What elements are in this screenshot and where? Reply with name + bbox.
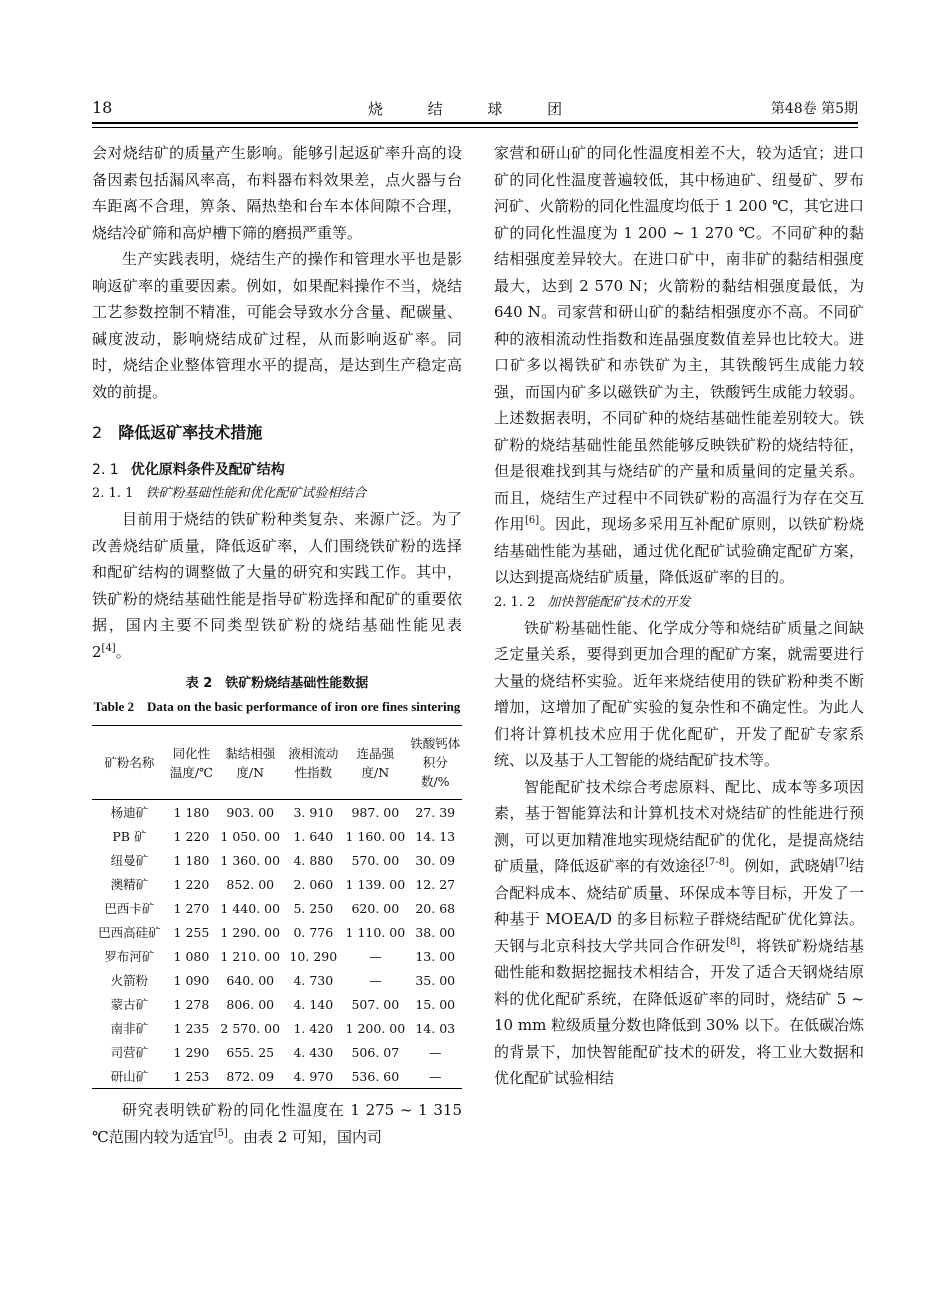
table-cell: 1 180 bbox=[173, 804, 210, 820]
table-cell: 38. 00 bbox=[415, 924, 456, 940]
section-number: 2 bbox=[92, 423, 103, 442]
table-row bbox=[92, 920, 462, 944]
table-cell: 1 270 bbox=[173, 900, 210, 916]
table-cell: 罗布河矿 bbox=[104, 949, 155, 964]
table-cell: 872. 09 bbox=[226, 1068, 275, 1084]
table-cell: 852. 00 bbox=[226, 876, 275, 892]
table-cell: 987. 00 bbox=[351, 804, 400, 820]
table-cell: 纽曼矿 bbox=[110, 853, 149, 868]
table-cell: 杨迪矿 bbox=[110, 805, 149, 820]
table-cell: 1 220 bbox=[173, 828, 210, 844]
table-cell: 4. 880 bbox=[293, 852, 334, 868]
subsubsection-heading bbox=[494, 591, 864, 615]
table-cell: 4. 140 bbox=[293, 996, 334, 1012]
table-cell: 1 110. 00 bbox=[345, 924, 406, 940]
paragraph: 会对烧结矿的质量产生影响。能够引起返矿率升高的设备因素包括漏风率高，布料器布料效果差，点火器与台车距离不合理，箅条、隔热垫和台车本体间隙不合理，烧结冷矿筛和高炉槽下筛的磨损严重等。 bbox=[92, 144, 462, 242]
table-cell: 1 180 bbox=[173, 852, 210, 868]
subsection-heading bbox=[92, 458, 462, 482]
table-cell: 0. 776 bbox=[293, 924, 334, 940]
running-header bbox=[92, 98, 858, 122]
table-cell: 1 090 bbox=[173, 972, 210, 988]
table-cell: — bbox=[369, 972, 382, 988]
table-cell: 澳精矿 bbox=[110, 877, 149, 892]
paragraph-text: 。 bbox=[115, 642, 131, 661]
table-row bbox=[92, 896, 462, 920]
section-title: 降低返矿率技术措施 bbox=[118, 423, 263, 442]
table-cell: 1 360. 00 bbox=[220, 852, 281, 868]
table-cell: 1 160. 00 bbox=[345, 828, 406, 844]
table-cell: 南非矿 bbox=[110, 1021, 149, 1036]
paragraph bbox=[92, 1097, 462, 1150]
table-cell: 806. 00 bbox=[226, 996, 275, 1012]
subsection-title: 优化原料条件及配矿结构 bbox=[130, 462, 285, 478]
table-cell: 蒙古矿 bbox=[110, 997, 149, 1012]
table-cell: 30. 09 bbox=[415, 852, 456, 868]
paragraph-text: 。因此，现场多采用互补配矿原则，以铁矿粉烧结基础性能为基础，通过优化配矿试验确定配矿方案，以达到提高烧结矿质量，降低返矿率的目的。 bbox=[494, 515, 864, 586]
table-cell: 570. 00 bbox=[351, 852, 400, 868]
table-header-row bbox=[92, 726, 462, 800]
table-cell: 2. 060 bbox=[293, 876, 334, 892]
table-row bbox=[92, 944, 462, 968]
paragraph-text: 。由表 2 可知，国内司 bbox=[227, 1127, 383, 1146]
table-cell: 1 139. 00 bbox=[345, 876, 406, 892]
paragraph bbox=[494, 774, 864, 1092]
citation[interactable]: [5] bbox=[213, 1127, 228, 1139]
table-cell: 1 290 bbox=[173, 1044, 210, 1060]
paragraph-text: 结合配料成本、烧结矿质量、环保成本等目标，开发了一种基于 MOEA/D 的多目标粒子群烧结配矿优化算法。天钢与北京科技大学共同合作研发 bbox=[494, 857, 864, 955]
table-cell: 506. 07 bbox=[351, 1044, 400, 1060]
table-row bbox=[92, 848, 462, 872]
table-cell: 20. 68 bbox=[415, 900, 456, 916]
header-rule-thick bbox=[92, 122, 858, 124]
table-cell: 1 220 bbox=[173, 876, 210, 892]
table-row bbox=[92, 1064, 462, 1089]
table-cell: 3. 910 bbox=[293, 804, 334, 820]
table-cell: 903. 00 bbox=[226, 804, 275, 820]
table-cell: 27. 39 bbox=[415, 804, 456, 820]
table-caption-en: Table 2 Data on the basic performance of iron ore fines sintering bbox=[93, 699, 461, 714]
paragraph-text: 家营和研山矿的同化性温度相差不大，较为适宜；进口矿的同化性温度普遍较低，其中杨迪矿、纽曼矿、罗布河矿、火箭粉的同化性温度均低于 1 200 ℃，其它进口矿的同化性温度为 1 200 ~ 1 270 ℃。不同矿种的黏结相强度差异较大。在进口矿中，南非矿的黏结相强度最大，达到 2 570 N；火箭粉的黏结相强度最低，为 640 N。司家营和研山矿的黏结相强度亦不高。不同矿种的液相流动性指数和连晶强度数值差异也比较大。进口矿多以褐铁矿和赤铁矿为主，其铁酸钙生成能力较强，而国内矿多以磁铁矿为主，铁酸钙生成能力较弱。上述数据表明，不同矿种的烧结基础性能差别较大。铁矿粉的烧结基础性能虽然能够反映铁矿粉的烧结特征，但是很难找到其与烧结矿的产量和质量间的定量关系。而且，烧结生产过程中不同铁矿粉的高温行为存在交互作用 bbox=[494, 144, 864, 533]
table-cell: 1. 640 bbox=[293, 828, 334, 844]
table-cell: 536. 60 bbox=[351, 1068, 400, 1084]
paragraph-text: 智能配矿技术综合考虑原料、配比、成本等多项因素，基于智能算法和计算机技术对烧结矿的性能进行预测，可以更加精准地实现烧结配矿的优化，是提高烧结矿质量，降低返矿率的有效途径 bbox=[494, 777, 864, 875]
table-cell: 14. 03 bbox=[415, 1020, 456, 1036]
table-cell: 1 255 bbox=[173, 924, 210, 940]
table-cell: 巴西高硅矿 bbox=[98, 925, 161, 940]
citation[interactable]: [4] bbox=[101, 642, 116, 654]
table-cell: 10. 290 bbox=[289, 948, 338, 964]
paragraph-text: 。例如，武晓婧 bbox=[729, 857, 835, 875]
table-header-cell: 铁酸钙体积分数/% bbox=[410, 736, 461, 789]
table-row bbox=[92, 1016, 462, 1040]
table-cell: 1 210. 00 bbox=[220, 948, 281, 964]
header-rule-thin bbox=[92, 127, 858, 128]
table-header-cell: 同化性温度/℃ bbox=[169, 745, 214, 780]
table-cell: 火箭粉 bbox=[110, 973, 149, 988]
table-cell: 司营矿 bbox=[110, 1045, 149, 1060]
subsection-number: 2. 1 bbox=[92, 462, 119, 478]
table-cell: 1 050. 00 bbox=[220, 828, 281, 844]
table-header-cell: 液相流动性指数 bbox=[288, 745, 339, 780]
table-cell: — bbox=[429, 1044, 442, 1060]
table-cell: — bbox=[429, 1068, 442, 1084]
table-caption-cn: 表 2 铁矿粉烧结基础性能数据 bbox=[185, 676, 369, 691]
table-cell: 1 080 bbox=[173, 948, 210, 964]
table-cell: 15. 00 bbox=[415, 996, 456, 1012]
table-cell: 1. 420 bbox=[293, 1020, 334, 1036]
table-header-cell: 黏结相强度/N bbox=[225, 745, 276, 780]
iron-ore-table bbox=[92, 725, 462, 1089]
table-cell: 研山矿 bbox=[110, 1069, 149, 1084]
table-row bbox=[92, 1040, 462, 1064]
table-cell: 12. 27 bbox=[415, 876, 456, 892]
table-cell: 1 235 bbox=[173, 1020, 210, 1036]
paragraph: 生产实践表明，烧结生产的操作和管理水平也是影响返矿率的重要因素。例如，如果配料操作不当，烧结工艺参数控制不精准，可能会导致水分含量、配碳量、碱度波动，影响烧结成矿过程，从而影响返矿率。同时，烧结企业整体管理水平的提高，是达到生产稳定高效的前提。 bbox=[92, 250, 462, 401]
subsubsection-title: 加快智能配矿技术的开发 bbox=[547, 594, 691, 610]
table-cell: 13. 00 bbox=[415, 948, 456, 964]
table-cell: 655. 25 bbox=[226, 1044, 275, 1060]
left-column bbox=[92, 140, 462, 1150]
table-cell: — bbox=[369, 948, 382, 964]
table-cell: 1 278 bbox=[173, 996, 210, 1012]
subsubsection-number: 2. 1. 2 bbox=[494, 594, 536, 610]
issue-label: 第48卷 第5期 bbox=[770, 101, 858, 117]
table-cell: 4. 970 bbox=[293, 1068, 334, 1084]
citation[interactable]: [7-8] bbox=[705, 857, 730, 868]
paragraph-text: 研究表明铁矿粉的同化性温度在 1 275 ~ 1 315 ℃范围内较为适宜 bbox=[92, 1101, 462, 1146]
paragraph-text: 目前用于烧结的铁矿粉种类复杂、来源广泛。为了改善烧结矿质量，降低返矿率，人们围绕铁矿粉的选择和配矿结构的调整做了大量的研究和实践工作。其中，铁矿粉的烧结基础性能是指导矿粉选择和配矿的重要依据，国内主要不同类型铁矿粉的烧结基础性能见表 2 bbox=[92, 510, 462, 661]
table-cell: 2 570. 00 bbox=[220, 1020, 281, 1036]
table-row bbox=[92, 824, 462, 848]
table-cell: 1 440. 00 bbox=[220, 900, 281, 916]
paragraph: 铁矿粉基础性能、化学成分等和烧结矿质量之间缺乏定量关系，要得到更加合理的配矿方案，就需要进行大量的烧结杯实验。近年来烧结使用的铁矿粉种类不断增加，这增加了配矿实验的复杂性和不确定性。为此人们将计算机技术应用于优化配矿，开发了配矿专家系统、以及基于人工智能的烧结配矿技术等。 bbox=[494, 618, 864, 769]
subsubsection-number: 2. 1. 1 bbox=[92, 486, 134, 501]
table-row bbox=[92, 992, 462, 1016]
table-cell: 1 200. 00 bbox=[345, 1020, 406, 1036]
table-cell: 4. 730 bbox=[293, 972, 334, 988]
table-header-cell: 矿粉名称 bbox=[104, 755, 155, 770]
citation[interactable]: [7] bbox=[834, 857, 849, 868]
table-cell: 5. 250 bbox=[293, 900, 334, 916]
table-cell: 14. 13 bbox=[415, 828, 456, 844]
table-cell: 1 253 bbox=[173, 1068, 210, 1084]
paragraph bbox=[494, 140, 864, 591]
section-heading bbox=[92, 420, 462, 446]
table-row bbox=[92, 968, 462, 992]
table-cell: 1 290. 00 bbox=[220, 924, 281, 940]
table-header-cell: 连晶强度/N bbox=[356, 745, 395, 780]
table-cell: 640. 00 bbox=[226, 972, 275, 988]
table-cell: 35. 00 bbox=[415, 972, 456, 988]
citation[interactable]: [6] bbox=[524, 515, 540, 526]
table-cell: 巴西卡矿 bbox=[104, 901, 155, 916]
citation[interactable]: [8] bbox=[726, 936, 741, 948]
table-cell: 507. 00 bbox=[351, 996, 400, 1012]
table-cell: 4. 430 bbox=[293, 1044, 334, 1060]
right-column bbox=[494, 140, 864, 1092]
page-number: 18 bbox=[92, 98, 113, 117]
subsubsection-title: 铁矿粉基础性能和优化配矿试验相结合 bbox=[145, 486, 367, 501]
subsubsection-heading bbox=[92, 482, 462, 506]
table-row bbox=[92, 800, 462, 825]
table-cell: 620. 00 bbox=[351, 900, 400, 916]
table-cell: PB 矿 bbox=[112, 829, 147, 844]
table-row bbox=[92, 872, 462, 896]
paragraph-text: ，将铁矿粉烧结基础性能和数据挖掘技术相结合，开发了适合天钢烧结原料的优化配矿系统，在降低返矿率的同时，烧结矿 5 ~ 10 mm 粒级质量分数也降低到 30% 以下。在低碳冶炼的背景下，加快智能配矿技术的研发，将工业大数据和优化配矿试验相结 bbox=[494, 936, 864, 1087]
paragraph bbox=[92, 506, 462, 665]
journal-name: 烧 结 球 团 bbox=[367, 100, 583, 118]
